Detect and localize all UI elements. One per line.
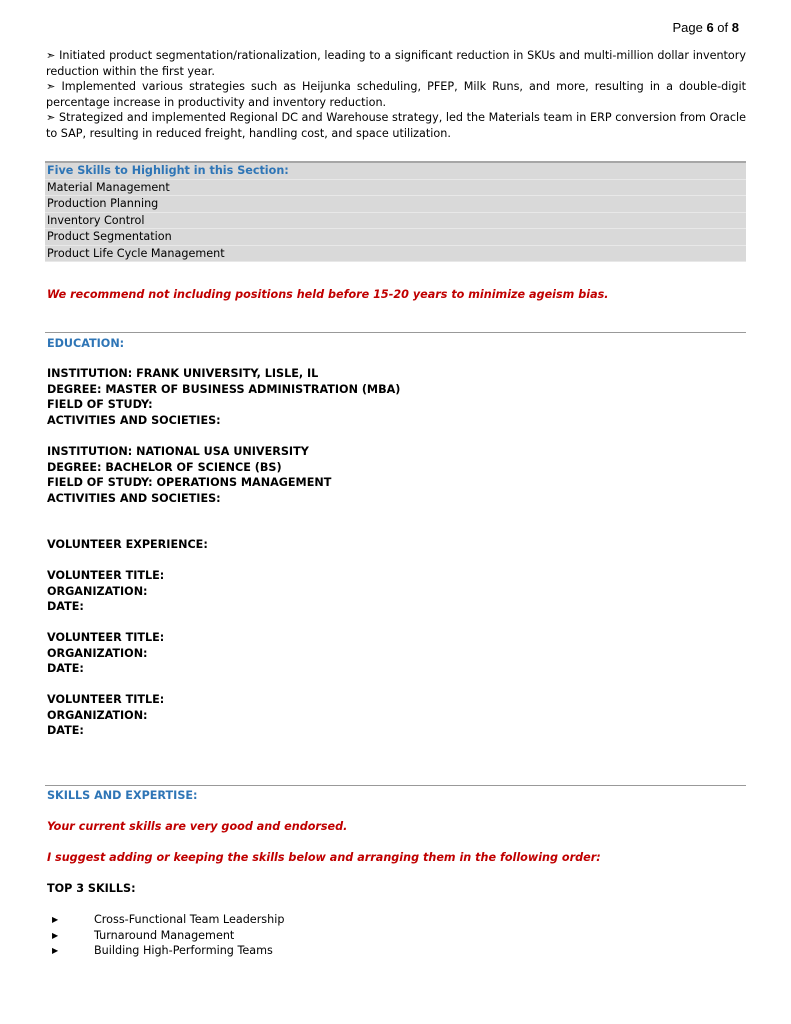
triangle-bullet-icon: ▶ — [52, 946, 59, 955]
highlight-skill-item: Product Life Cycle Management — [45, 246, 746, 263]
volunteer-org: ORGANIZATION: — [47, 584, 148, 598]
volunteer-entry-1 — [47, 568, 164, 615]
skill-label: Building High-Performing Teams — [94, 944, 273, 957]
degree: DEGREE: BACHELOR OF SCIENCE (BS) — [47, 460, 282, 474]
bullet-3: ➣ Strategized and implemented Regional DC and Warehouse strategy, led the Materials team in ERP conversion from Oracle to SAP, resulting in reduced freight, handling cost, and space utilization. — [46, 111, 746, 140]
bullet-1: ➣ Initiated product segmentation/rationalization, leading to a significant reduction in SKUs and multi-million dollar inventory reduction within the first year. — [46, 49, 746, 78]
page-current: 6 — [706, 20, 714, 35]
highlight-skill-item: Inventory Control — [45, 213, 746, 230]
volunteer-date: DATE: — [47, 662, 84, 675]
skills-note-endorsed: Your current skills are very good and endorsed. — [47, 820, 348, 833]
field-of-study: FIELD OF STUDY: — [47, 398, 153, 411]
list-item — [47, 912, 284, 928]
highlight-skills-header: Five Skills to Highlight in this Section: — [45, 163, 746, 180]
volunteer-org: ORGANIZATION: — [47, 708, 148, 722]
page-number — [672, 20, 739, 36]
achievement-bullets — [46, 48, 746, 141]
divider — [45, 332, 746, 333]
education-entry-2 — [47, 444, 331, 506]
volunteer-org: ORGANIZATION: — [47, 646, 148, 660]
activities: ACTIVITIES AND SOCIETIES: — [47, 413, 221, 427]
page-label: Page — [672, 20, 703, 35]
volunteer-title: VOLUNTEER TITLE: — [47, 631, 165, 644]
list-item — [47, 943, 284, 959]
volunteer-date: DATE: — [47, 600, 84, 613]
skill-label: Cross-Functional Team Leadership — [94, 913, 285, 926]
page-total: 8 — [731, 20, 739, 35]
education-entry-1 — [47, 366, 400, 428]
institution: INSTITUTION: NATIONAL USA UNIVERSITY — [47, 445, 309, 458]
field-of-study: FIELD OF STUDY: OPERATIONS MANAGEMENT — [47, 476, 332, 489]
degree: DEGREE: MASTER OF BUSINESS ADMINISTRATION (MBA) — [47, 382, 401, 396]
skill-label: Turnaround Management — [94, 928, 235, 942]
highlight-skill-item: Production Planning — [45, 196, 746, 213]
volunteer-entry-3 — [47, 692, 164, 739]
triangle-bullet-icon: ▶ — [52, 930, 59, 940]
skills-heading: SKILLS AND EXPERTISE: — [47, 789, 198, 802]
highlight-skills-box — [45, 161, 746, 262]
volunteer-date: DATE: — [47, 724, 84, 737]
highlight-skill-item: Product Segmentation — [45, 229, 746, 246]
list-item — [47, 928, 284, 944]
activities: ACTIVITIES AND SOCIETIES: — [47, 491, 221, 505]
institution: INSTITUTION: FRANK UNIVERSITY, LISLE, IL — [47, 367, 319, 380]
highlight-skill-item: Material Management — [45, 180, 746, 197]
top3-skills-list — [47, 912, 284, 959]
ageism-recommendation: We recommend not including positions held before 15-20 years to minimize ageism bias. — [47, 288, 609, 301]
volunteer-entry-2 — [47, 630, 164, 677]
page-of: of — [717, 20, 729, 35]
bullet-2: ➣ Implemented various strategies such as Heijunka scheduling, PFEP, Milk Runs, and more, resulting in a double-digit percentage increase in productivity and inventory reduction. — [46, 80, 746, 109]
skills-note-order: I suggest adding or keeping the skills below and arranging them in the following order: — [47, 851, 601, 864]
volunteer-title: VOLUNTEER TITLE: — [47, 693, 165, 706]
divider — [45, 785, 746, 786]
top3-heading: TOP 3 SKILLS: — [47, 882, 136, 895]
triangle-bullet-icon: ▶ — [52, 915, 59, 924]
volunteer-title: VOLUNTEER TITLE: — [47, 569, 165, 582]
education-heading: EDUCATION: — [47, 337, 125, 350]
volunteer-heading: VOLUNTEER EXPERIENCE: — [47, 538, 208, 551]
